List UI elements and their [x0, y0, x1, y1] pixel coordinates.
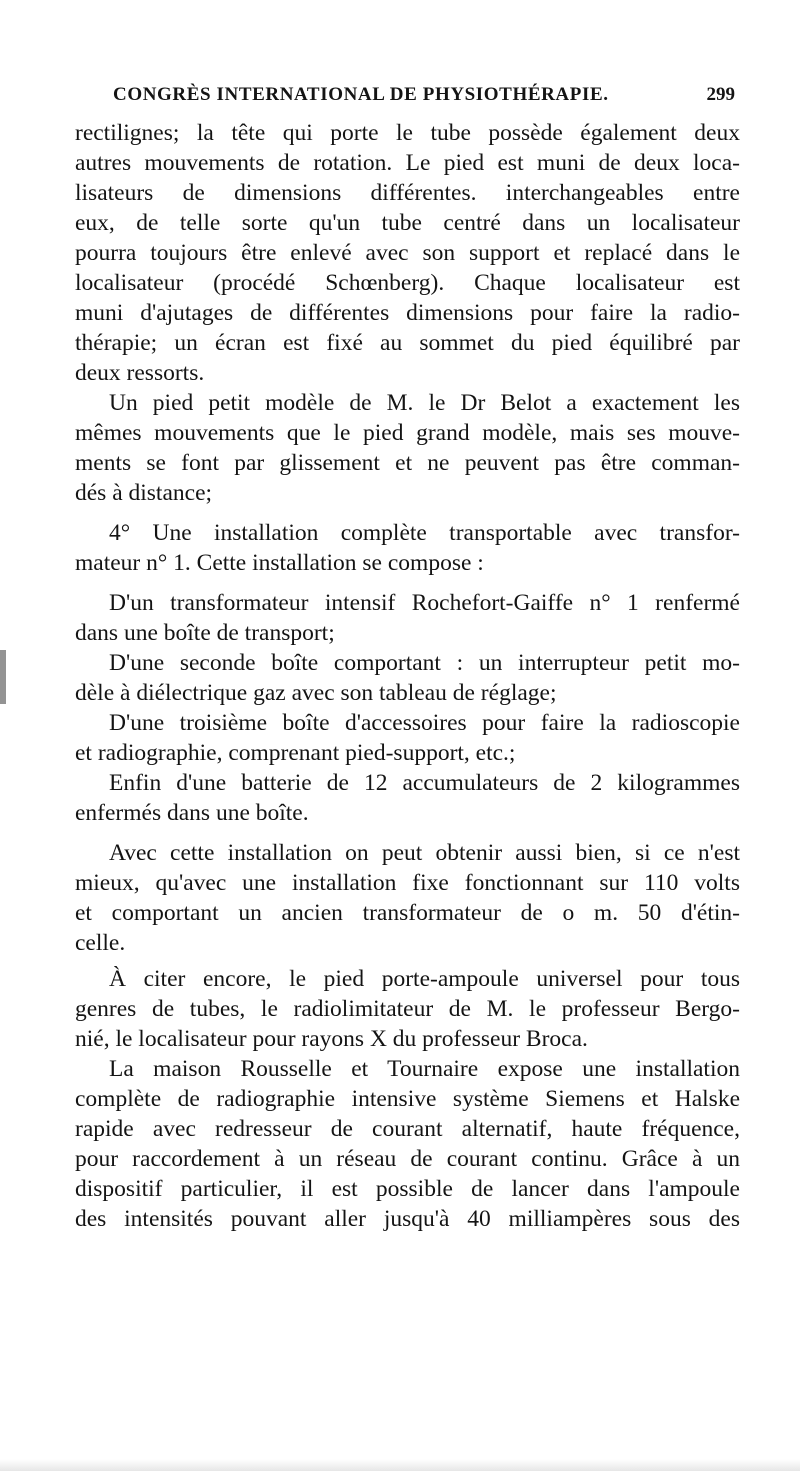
paragraph [75, 388, 740, 508]
text-line: Un pied petit modèle de M. le Dr Belot a exactement les [109, 390, 740, 416]
text-line: celle. [75, 930, 126, 956]
paragraph [75, 118, 740, 388]
paragraph [75, 768, 740, 828]
paragraph [75, 588, 740, 648]
text-line: pourra toujours être enlevé avec son support et replacé dans le [75, 240, 740, 266]
text-line: Enfin d'une batterie de 12 accumulateurs de 2 kilogrammes [109, 770, 740, 796]
text-line: mieux, qu'avec une installation fixe fonctionnant sur 110 volts [75, 870, 740, 896]
text-line: et radiographie, comprenant pied-support, etc.; [75, 740, 516, 766]
text-line: dans une boîte de transport; [75, 620, 335, 646]
text-line: enfermés dans une boîte. [75, 800, 309, 826]
paragraph [75, 1054, 740, 1234]
text-line: dèle à diélectrique gaz avec son tableau de réglage; [75, 680, 557, 706]
text-line: rapide avec redresseur de courant alternatif, haute fréquence, [75, 1116, 740, 1142]
paragraph [75, 518, 740, 578]
text-line: eux, de telle sorte qu'un tube centré dans un localisateur [75, 210, 740, 236]
text-line: et comportant un ancien transformateur de o m. 50 d'étin- [75, 900, 740, 926]
text-line: mateur n° 1. Cette installation se compose : [75, 550, 484, 576]
text-line: dés à distance; [75, 480, 213, 506]
margin-scan-mark [0, 650, 6, 704]
running-header [113, 84, 735, 112]
paragraph [75, 648, 740, 708]
text-line: À citer encore, le pied porte-ampoule universel pour tous [109, 966, 740, 992]
text-line: rectilignes; la tête qui porte le tube possède également deux [75, 120, 740, 146]
body-text [75, 118, 740, 1234]
text-line: mêmes mouvements que le pied grand modèle, mais ses mouve- [75, 420, 740, 446]
text-line: des intensités pouvant aller jusqu'à 40 milliampères sous des [75, 1206, 740, 1232]
paragraph [75, 964, 740, 1054]
text-line: deux ressorts. [75, 360, 205, 386]
page-number: 299 [706, 84, 735, 105]
text-line: D'une troisième boîte d'accessoires pour faire la radioscopie [109, 710, 740, 736]
header-title: CONGRÈS INTERNATIONAL DE PHYSIOTHÉRAPIE. [113, 84, 609, 105]
paragraph [75, 838, 740, 958]
text-line: autres mouvements de rotation. Le pied est muni de deux loca- [75, 150, 740, 176]
text-line: genres de tubes, le radiolimitateur de M. le professeur Bergo- [75, 996, 740, 1022]
text-line: muni d'ajutages de différentes dimensions pour faire la radio- [75, 300, 740, 326]
text-line: nié, le localisateur pour rayons X du professeur Broca. [75, 1026, 588, 1052]
text-line: localisateur (procédé Schœnberg). Chaque localisateur est [75, 270, 740, 296]
text-line: dispositif particulier, il est possible de lancer dans l'ampoule [75, 1176, 740, 1202]
text-line: La maison Rousselle et Tournaire expose une installation [109, 1056, 740, 1082]
text-line: pour raccordement à un réseau de courant continu. Grâce à un [75, 1146, 740, 1172]
text-line: 4° Une installation complète transportable avec transfor- [109, 520, 740, 546]
text-line: thérapie; un écran est fixé au sommet du pied équilibré par [75, 330, 740, 356]
text-line: lisateurs de dimensions différentes. interchangeables entre [75, 180, 740, 206]
text-line: complète de radiographie intensive système Siemens et Halske [75, 1086, 740, 1112]
text-line: D'un transformateur intensif Rochefort-Gaiffe n° 1 renfermé [109, 590, 740, 616]
text-line: D'une seconde boîte comportant : un interrupteur petit mo- [109, 650, 740, 676]
paragraph [75, 708, 740, 768]
text-line: Avec cette installation on peut obtenir aussi bien, si ce n'est [109, 840, 740, 866]
text-line: ments se font par glissement et ne peuvent pas être comman- [75, 450, 740, 476]
page-bottom-shadow [0, 1459, 800, 1471]
